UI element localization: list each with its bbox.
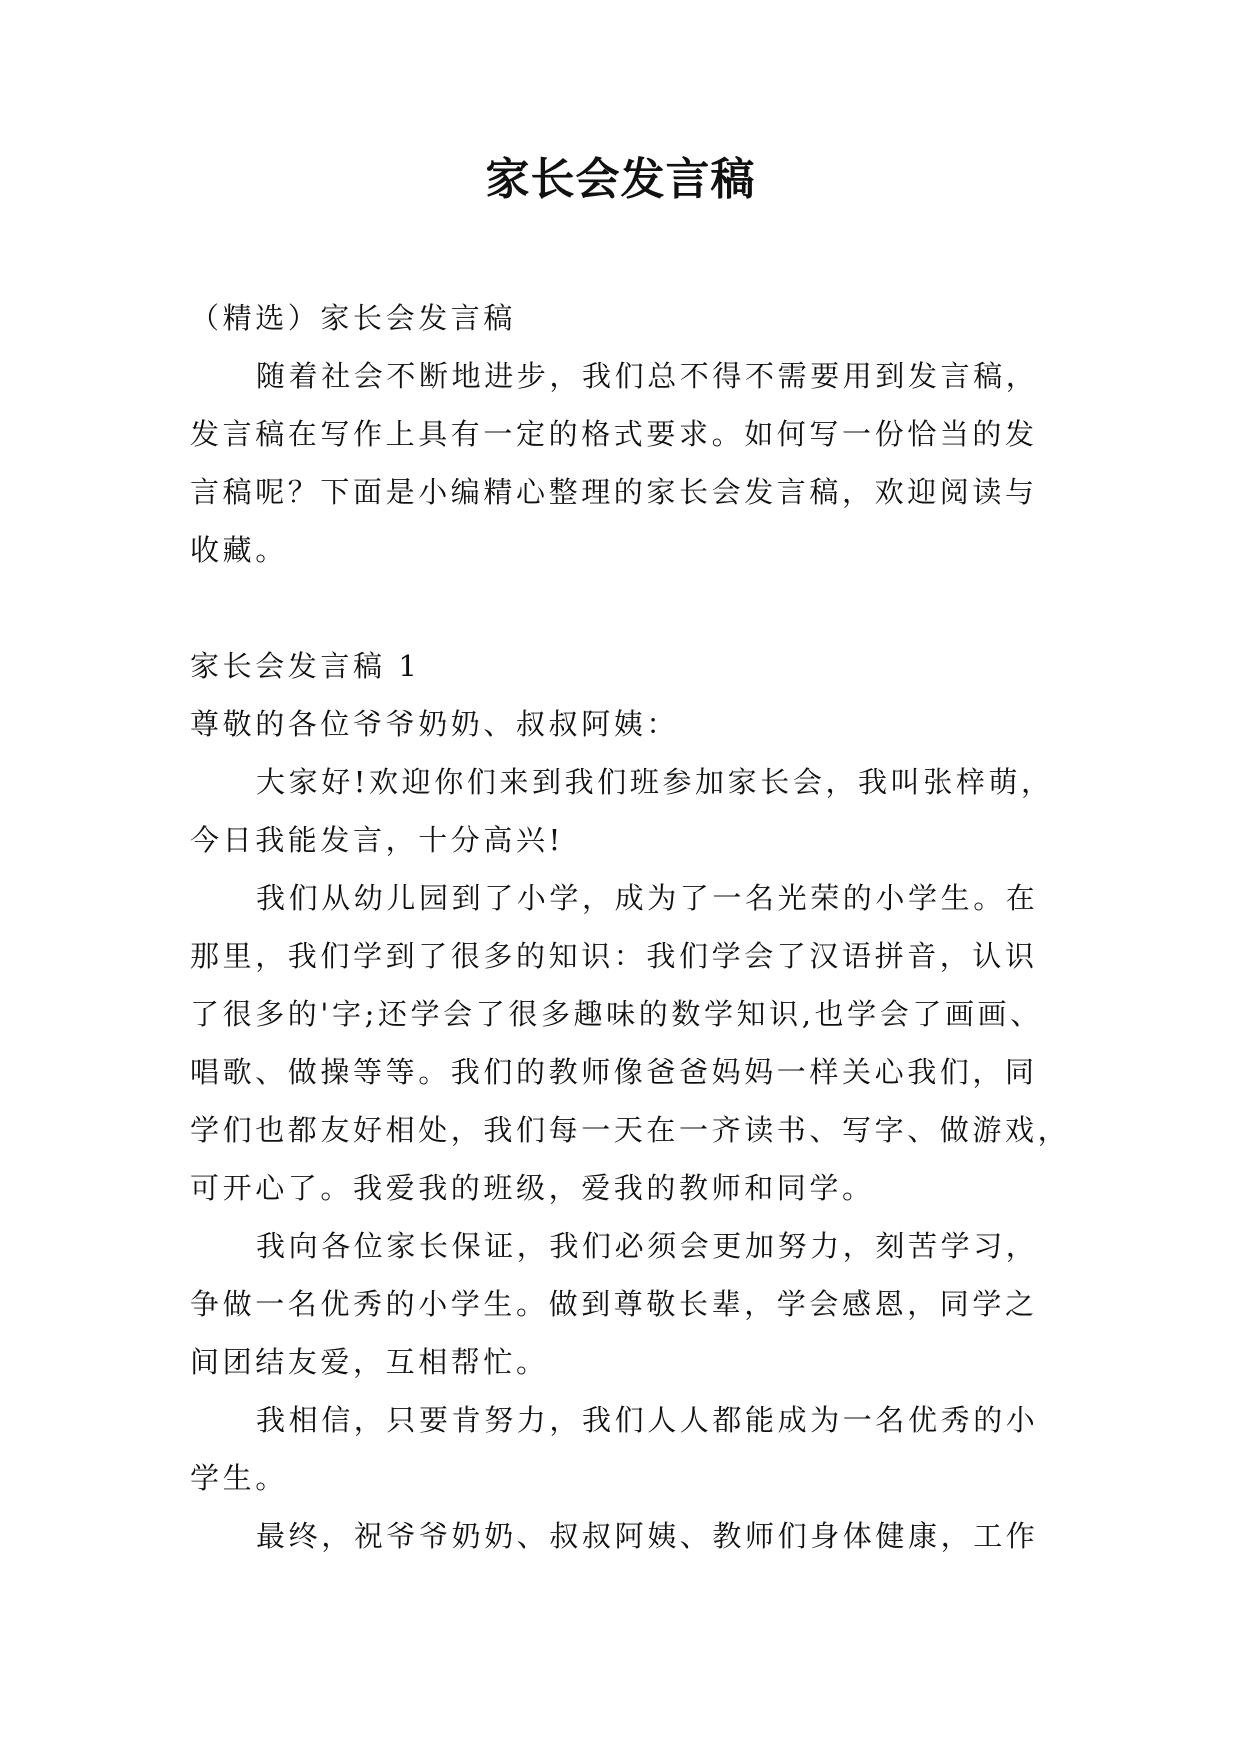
intro-line: 言稿呢？下面是小编精心整理的家长会发言稿，欢迎阅读与	[190, 475, 1038, 509]
paragraph-line: 唱歌、做操等等。我们的教师像爸爸妈妈一样关心我们，同	[190, 1055, 1038, 1089]
document-title: 家长会发言稿	[485, 154, 756, 205]
paragraph-line: 那里，我们学到了很多的知识：我们学会了汉语拼音，认识	[190, 939, 1038, 973]
document-body	[190, 289, 1071, 1565]
paragraph-line: 学生。	[190, 1461, 288, 1495]
paragraph-line: 我向各位家长保证，我们必须会更加努力，刻苦学习，	[256, 1229, 1039, 1263]
document-subtitle: （精选）家长会发言稿	[190, 301, 517, 335]
paragraph-line: 了很多的'字;还学会了很多趣味的数学知识,也学会了画画、	[190, 997, 1043, 1031]
paragraph-line: 间团结友爱，互相帮忙。	[190, 1345, 549, 1379]
paragraph-line: 我们从幼儿园到了小学，成为了一名光荣的小学生。在	[256, 881, 1039, 915]
intro-line: 发言稿在写作上具有一定的格式要求。如何写一份恰当的发	[190, 417, 1038, 451]
paragraph-line: 争做一名优秀的小学生。做到尊敬长辈，学会感恩，同学之	[190, 1287, 1038, 1321]
intro-line: 收藏。	[190, 533, 288, 567]
paragraph-line: 我相信，只要肯努力，我们人人都能成为一名优秀的小	[256, 1403, 1039, 1437]
section-heading: 家长会发言稿 1	[190, 649, 421, 683]
paragraph-gap	[190, 579, 1050, 637]
paragraph-line: 可开心了。我爱我的班级，爱我的教师和同学。	[190, 1171, 875, 1205]
paragraph-line: 今日我能发言，十分高兴!	[190, 823, 564, 857]
paragraph-line: 大家好!欢迎你们来到我们班参加家长会，我叫张梓萌，	[256, 765, 1054, 799]
paragraph-line: 学们也都友好相处，我们每一天在一齐读书、写字、做游戏，	[190, 1113, 1071, 1147]
intro-line: 随着社会不断地进步，我们总不得不需要用到发言稿，	[256, 359, 1039, 393]
paragraph-line: 最终，祝爷爷奶奶、叔叔阿姨、教师们身体健康，工作	[256, 1519, 1039, 1553]
greeting-line: 尊敬的各位爷爷奶奶、叔叔阿姨：	[190, 707, 680, 741]
